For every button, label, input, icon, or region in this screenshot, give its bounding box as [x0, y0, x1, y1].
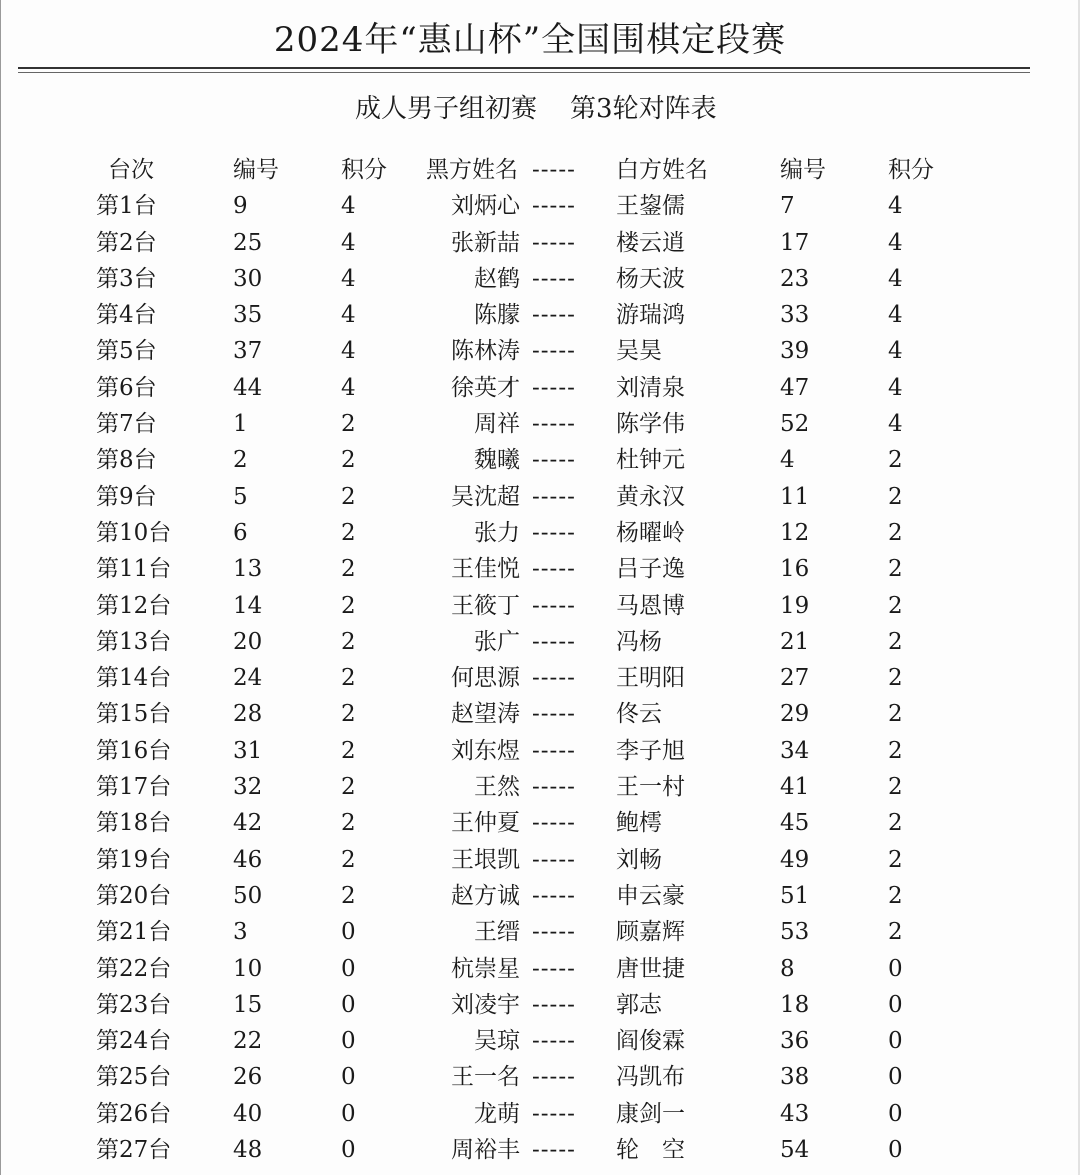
table-cell-table: 第13台 — [96, 628, 172, 655]
table-cell-white-name: 杜钟元 — [616, 447, 685, 474]
table-row — [0, 297, 1060, 333]
table-cell-black-no: 10 — [233, 955, 263, 982]
table-cell-black-points: 2 — [341, 737, 356, 764]
table-cell-separator: ----- — [532, 1028, 576, 1055]
table-cell-table: 第19台 — [96, 846, 172, 873]
table-cell-white-name: 吴昊 — [616, 338, 662, 365]
header-black-no: 编号 — [233, 157, 279, 183]
table-row — [0, 588, 1060, 624]
table-cell-black-points: 0 — [341, 1064, 356, 1091]
table-cell-table: 第24台 — [96, 1028, 172, 1055]
table-cell-black-name: 王一名 — [451, 1064, 520, 1091]
table-cell-black-name: 王垠凯 — [451, 846, 520, 873]
table-cell-black-points: 4 — [341, 338, 356, 365]
page-subtitle: 成人男子组初赛 第3轮对阵表 — [355, 94, 717, 124]
table-cell-black-points: 4 — [341, 374, 356, 401]
table-cell-white-name: 吕子逸 — [616, 556, 685, 583]
table-row — [0, 878, 1060, 914]
table-cell-black-name: 周裕丰 — [451, 1137, 520, 1164]
table-row — [0, 987, 1060, 1023]
table-cell-separator: ----- — [532, 919, 576, 946]
table-cell-black-points: 0 — [341, 1137, 356, 1164]
table-body — [0, 188, 1060, 1168]
pairings-table — [0, 152, 1060, 1168]
table-cell-black-no: 31 — [233, 737, 263, 764]
table-cell-white-no: 17 — [780, 229, 810, 256]
table-cell-black-points: 2 — [341, 447, 356, 474]
table-cell-white-name: 杨天波 — [616, 265, 685, 292]
table-cell-white-points: 4 — [888, 265, 903, 292]
table-cell-black-no: 37 — [233, 338, 263, 365]
table-cell-separator: ----- — [532, 302, 576, 329]
table-cell-black-points: 4 — [341, 193, 356, 220]
table-cell-black-no: 13 — [233, 556, 263, 583]
table-cell-table: 第3台 — [96, 265, 157, 292]
table-cell-black-points: 0 — [341, 991, 356, 1018]
table-cell-black-points: 0 — [341, 1028, 356, 1055]
table-row — [0, 1096, 1060, 1132]
table-cell-black-points: 2 — [341, 556, 356, 583]
table-cell-table: 第2台 — [96, 229, 157, 256]
table-cell-white-name: 杨曜岭 — [616, 519, 685, 546]
table-cell-black-no: 1 — [233, 411, 248, 438]
table-cell-white-name: 冯凯布 — [616, 1064, 685, 1091]
table-cell-black-name: 刘炳心 — [451, 193, 520, 220]
table-cell-separator: ----- — [532, 955, 576, 982]
table-cell-white-no: 51 — [780, 882, 810, 909]
table-row — [0, 188, 1060, 224]
table-cell-black-points: 2 — [341, 483, 356, 510]
table-cell-black-name: 刘东煜 — [451, 737, 520, 764]
table-cell-black-points: 2 — [341, 665, 356, 692]
table-cell-white-name: 冯杨 — [616, 628, 662, 655]
table-cell-white-no: 43 — [780, 1100, 810, 1127]
table-cell-white-name: 郭志 — [616, 991, 662, 1018]
table-cell-white-no: 33 — [780, 302, 810, 329]
page-title: 2024年“惠山杯”全国围棋定段赛 — [273, 20, 787, 60]
table-cell-white-name: 佟云 — [616, 701, 662, 728]
table-cell-separator: ----- — [532, 447, 576, 474]
table-cell-white-points: 2 — [888, 846, 903, 873]
table-cell-white-no: 27 — [780, 665, 810, 692]
table-cell-black-name: 张广 — [474, 628, 520, 655]
table-cell-white-points: 4 — [888, 302, 903, 329]
table-cell-white-no: 41 — [780, 774, 810, 801]
table-cell-table: 第22台 — [96, 955, 172, 982]
table-cell-white-points: 2 — [888, 665, 903, 692]
table-row — [0, 660, 1060, 696]
table-cell-black-name: 赵方诚 — [451, 882, 520, 909]
table-cell-black-no: 3 — [233, 919, 248, 946]
table-cell-white-name: 王明阳 — [616, 665, 685, 692]
header-black-points: 积分 — [341, 157, 387, 183]
table-cell-white-points: 4 — [888, 193, 903, 220]
table-cell-separator: ----- — [532, 882, 576, 909]
table-cell-black-no: 42 — [233, 810, 263, 837]
table-cell-black-name: 何思源 — [451, 665, 520, 692]
table-cell-black-no: 22 — [233, 1028, 263, 1055]
table-cell-white-no: 18 — [780, 991, 810, 1018]
table-cell-white-points: 0 — [888, 1064, 903, 1091]
table-row — [0, 333, 1060, 369]
table-cell-table: 第6台 — [96, 374, 157, 401]
table-cell-black-points: 2 — [341, 882, 356, 909]
table-cell-white-points: 2 — [888, 737, 903, 764]
table-cell-black-no: 6 — [233, 519, 248, 546]
table-cell-separator: ----- — [532, 265, 576, 292]
table-cell-black-name: 周祥 — [474, 411, 520, 438]
table-cell-white-name: 轮 空 — [616, 1137, 685, 1164]
table-cell-black-no: 48 — [233, 1137, 263, 1164]
table-cell-separator: ----- — [532, 338, 576, 365]
table-cell-white-name: 鲍樗 — [616, 810, 662, 837]
table-cell-table: 第12台 — [96, 592, 172, 619]
table-cell-white-no: 38 — [780, 1064, 810, 1091]
table-cell-white-points: 0 — [888, 955, 903, 982]
table-cell-table: 第17台 — [96, 774, 172, 801]
table-cell-white-points: 0 — [888, 1028, 903, 1055]
table-cell-table: 第4台 — [96, 302, 157, 329]
table-cell-white-points: 2 — [888, 519, 903, 546]
table-row — [0, 842, 1060, 878]
table-cell-black-points: 0 — [341, 955, 356, 982]
table-cell-white-points: 4 — [888, 374, 903, 401]
table-cell-white-points: 0 — [888, 1137, 903, 1164]
table-cell-white-name: 王一村 — [616, 774, 685, 801]
table-cell-white-points: 2 — [888, 483, 903, 510]
table-cell-white-points: 2 — [888, 628, 903, 655]
table-cell-white-points: 4 — [888, 411, 903, 438]
table-row — [0, 733, 1060, 769]
table-cell-separator: ----- — [532, 592, 576, 619]
table-cell-white-points: 4 — [888, 229, 903, 256]
table-cell-black-name: 刘凌宇 — [451, 991, 520, 1018]
table-cell-separator: ----- — [532, 665, 576, 692]
table-cell-black-no: 24 — [233, 665, 263, 692]
table-cell-black-name: 魏曦 — [474, 447, 520, 474]
table-row — [0, 551, 1060, 587]
table-cell-white-no: 36 — [780, 1028, 810, 1055]
table-row — [0, 406, 1060, 442]
table-cell-white-no: 16 — [780, 556, 810, 583]
table-cell-black-no: 14 — [233, 592, 263, 619]
table-cell-black-no: 5 — [233, 483, 248, 510]
table-cell-black-points: 0 — [341, 1100, 356, 1127]
table-cell-separator: ----- — [532, 701, 576, 728]
table-cell-black-no: 9 — [233, 193, 248, 220]
header-white-name: 白方姓名 — [616, 157, 708, 183]
table-cell-black-name: 王然 — [474, 774, 520, 801]
table-row — [0, 624, 1060, 660]
table-cell-table: 第20台 — [96, 882, 172, 909]
table-cell-white-name: 顾嘉辉 — [616, 919, 685, 946]
table-cell-white-no: 39 — [780, 338, 810, 365]
table-cell-black-points: 2 — [341, 628, 356, 655]
table-cell-white-name: 黄永汉 — [616, 483, 685, 510]
table-cell-white-no: 45 — [780, 810, 810, 837]
table-cell-black-name: 陈林涛 — [451, 338, 520, 365]
table-row — [0, 515, 1060, 551]
table-cell-separator: ----- — [532, 774, 576, 801]
table-cell-white-name: 陈学伟 — [616, 411, 685, 438]
table-cell-black-no: 30 — [233, 265, 263, 292]
table-cell-white-name: 游瑞鸿 — [616, 302, 685, 329]
table-cell-black-no: 46 — [233, 846, 263, 873]
table-cell-black-points: 2 — [341, 846, 356, 873]
table-row — [0, 370, 1060, 406]
table-cell-white-no: 47 — [780, 374, 810, 401]
table-cell-white-no: 21 — [780, 628, 810, 655]
table-cell-black-no: 40 — [233, 1100, 263, 1127]
table-cell-separator: ----- — [532, 483, 576, 510]
table-cell-black-points: 2 — [341, 774, 356, 801]
table-cell-black-no: 25 — [233, 229, 263, 256]
table-cell-black-no: 44 — [233, 374, 263, 401]
table-cell-black-name: 张新喆 — [451, 229, 520, 256]
table-cell-white-points: 2 — [888, 810, 903, 837]
table-header-row — [0, 152, 1060, 188]
table-cell-white-points: 2 — [888, 447, 903, 474]
table-cell-black-name: 赵鹤 — [474, 265, 520, 292]
table-cell-separator: ----- — [532, 991, 576, 1018]
table-cell-table: 第14台 — [96, 665, 172, 692]
table-cell-separator: ----- — [532, 737, 576, 764]
table-cell-black-points: 2 — [341, 519, 356, 546]
table-row — [0, 261, 1060, 297]
table-cell-separator: ----- — [532, 374, 576, 401]
table-cell-table: 第21台 — [96, 919, 172, 946]
table-cell-table: 第25台 — [96, 1064, 172, 1091]
table-cell-black-points: 4 — [341, 302, 356, 329]
table-cell-white-name: 王鋆儒 — [616, 193, 685, 220]
table-cell-black-no: 20 — [233, 628, 263, 655]
table-cell-separator: ----- — [532, 556, 576, 583]
header-black-name: 黑方姓名 — [426, 157, 518, 183]
table-cell-black-name: 陈朦 — [474, 302, 520, 329]
table-cell-white-points: 2 — [888, 882, 903, 909]
table-cell-table: 第5台 — [96, 338, 157, 365]
table-cell-white-points: 4 — [888, 338, 903, 365]
table-cell-separator: ----- — [532, 1064, 576, 1091]
table-cell-white-name: 楼云逍 — [616, 229, 685, 256]
table-cell-black-name: 吴沈超 — [451, 483, 520, 510]
table-cell-white-points: 0 — [888, 1100, 903, 1127]
table-cell-black-name: 赵望涛 — [451, 701, 520, 728]
table-cell-white-no: 4 — [780, 447, 795, 474]
table-cell-white-no: 12 — [780, 519, 810, 546]
table-cell-white-no: 49 — [780, 846, 810, 873]
table-cell-table: 第26台 — [96, 1100, 172, 1127]
table-cell-separator: ----- — [532, 810, 576, 837]
table-row — [0, 769, 1060, 805]
table-row — [0, 951, 1060, 987]
table-cell-black-no: 35 — [233, 302, 263, 329]
table-cell-white-name: 阎俊霖 — [616, 1028, 685, 1055]
table-cell-black-name: 杭崇星 — [451, 955, 520, 982]
table-cell-white-name: 李子旭 — [616, 737, 685, 764]
table-row — [0, 696, 1060, 732]
table-row — [0, 914, 1060, 950]
table-cell-black-no: 15 — [233, 991, 263, 1018]
header-table: 台次 — [108, 157, 154, 183]
table-cell-table: 第15台 — [96, 701, 172, 728]
table-cell-separator: ----- — [532, 628, 576, 655]
header-white-no: 编号 — [780, 157, 826, 183]
table-cell-white-name: 唐世捷 — [616, 955, 685, 982]
table-cell-white-no: 54 — [780, 1137, 810, 1164]
table-cell-white-points: 2 — [888, 919, 903, 946]
table-cell-table: 第16台 — [96, 737, 172, 764]
table-cell-black-name: 王筱丁 — [451, 592, 520, 619]
table-cell-table: 第8台 — [96, 447, 157, 474]
table-cell-black-no: 2 — [233, 447, 248, 474]
table-cell-table: 第23台 — [96, 991, 172, 1018]
table-cell-separator: ----- — [532, 846, 576, 873]
table-row — [0, 479, 1060, 515]
table-cell-black-name: 王缙 — [474, 919, 520, 946]
table-cell-white-no: 29 — [780, 701, 810, 728]
table-cell-table: 第27台 — [96, 1137, 172, 1164]
table-cell-separator: ----- — [532, 193, 576, 220]
table-row — [0, 1132, 1060, 1168]
table-cell-black-points: 2 — [341, 701, 356, 728]
table-cell-table: 第9台 — [96, 483, 157, 510]
table-cell-black-points: 0 — [341, 919, 356, 946]
table-cell-black-name: 张力 — [474, 519, 520, 546]
table-cell-black-name: 吴琼 — [474, 1028, 520, 1055]
title-divider — [18, 67, 1030, 69]
table-cell-table: 第11台 — [96, 556, 172, 583]
table-cell-white-name: 康剑一 — [616, 1100, 685, 1127]
table-cell-black-points: 2 — [341, 411, 356, 438]
table-cell-table: 第18台 — [96, 810, 172, 837]
table-cell-black-no: 50 — [233, 882, 263, 909]
table-row — [0, 442, 1060, 478]
table-cell-black-no: 26 — [233, 1064, 263, 1091]
table-cell-separator: ----- — [532, 1137, 576, 1164]
table-row — [0, 1059, 1060, 1095]
table-cell-white-no: 7 — [780, 193, 795, 220]
table-row — [0, 225, 1060, 261]
table-row — [0, 805, 1060, 841]
table-cell-white-no: 23 — [780, 265, 810, 292]
table-cell-white-no: 34 — [780, 737, 810, 764]
table-cell-white-no: 52 — [780, 411, 810, 438]
table-cell-white-no: 19 — [780, 592, 810, 619]
table-cell-black-name: 龙萌 — [474, 1100, 520, 1127]
header-white-points: 积分 — [888, 157, 934, 183]
table-cell-white-points: 2 — [888, 701, 903, 728]
table-cell-black-points: 4 — [341, 265, 356, 292]
table-cell-separator: ----- — [532, 519, 576, 546]
table-cell-table: 第7台 — [96, 411, 157, 438]
title-divider-thin — [18, 72, 1030, 73]
table-cell-white-no: 53 — [780, 919, 810, 946]
table-cell-black-points: 2 — [341, 810, 356, 837]
table-row — [0, 1023, 1060, 1059]
table-cell-white-name: 申云豪 — [616, 882, 685, 909]
table-cell-separator: ----- — [532, 229, 576, 256]
table-cell-black-name: 徐英才 — [451, 374, 520, 401]
table-cell-white-points: 2 — [888, 556, 903, 583]
table-cell-white-name: 刘清泉 — [616, 374, 685, 401]
table-cell-white-points: 2 — [888, 592, 903, 619]
table-cell-black-points: 4 — [341, 229, 356, 256]
table-cell-white-points: 2 — [888, 774, 903, 801]
table-cell-table: 第10台 — [96, 519, 172, 546]
table-cell-white-points: 0 — [888, 991, 903, 1018]
table-cell-white-no: 11 — [780, 483, 810, 510]
table-cell-table: 第1台 — [96, 193, 157, 220]
table-cell-white-name: 马恩博 — [616, 592, 685, 619]
table-cell-black-no: 28 — [233, 701, 263, 728]
table-cell-black-no: 32 — [233, 774, 263, 801]
table-cell-separator: ----- — [532, 411, 576, 438]
table-cell-separator: ----- — [532, 1100, 576, 1127]
table-cell-black-points: 2 — [341, 592, 356, 619]
header-separator: ----- — [532, 157, 576, 183]
table-cell-black-name: 王佳悦 — [451, 556, 520, 583]
table-cell-black-name: 王仲夏 — [451, 810, 520, 837]
table-cell-white-name: 刘畅 — [616, 846, 662, 873]
table-cell-white-no: 8 — [780, 955, 795, 982]
